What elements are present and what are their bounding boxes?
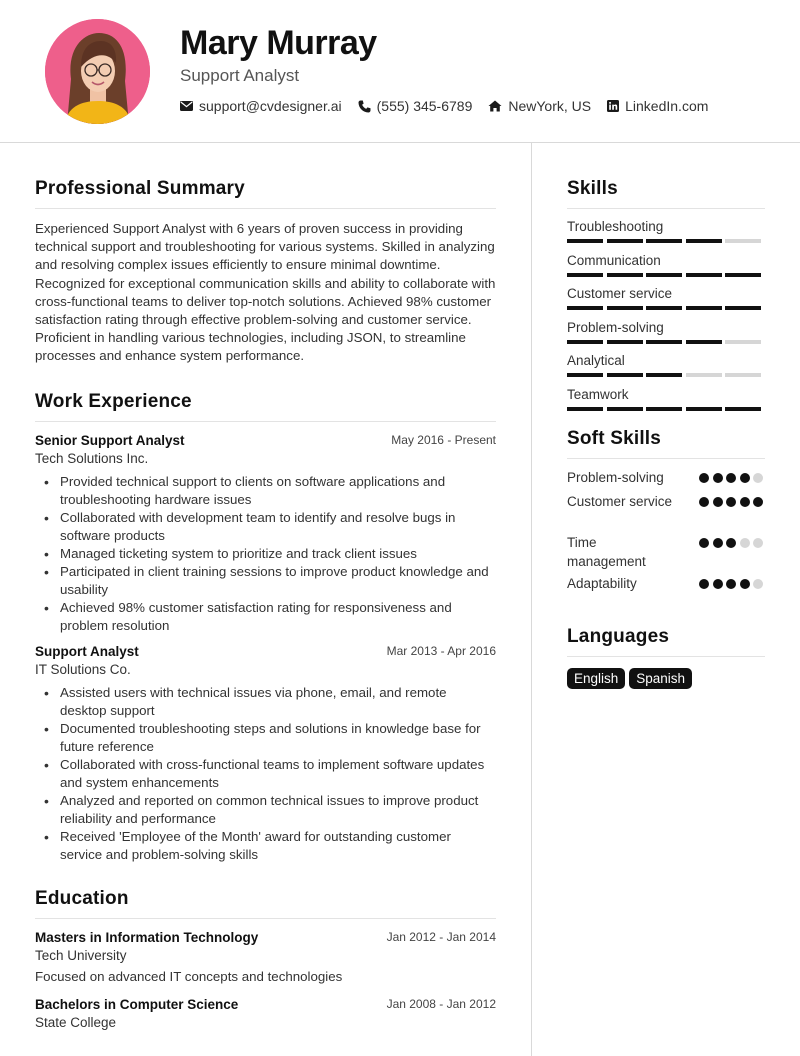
level-segment-filled xyxy=(725,273,761,277)
soft-skill-rating xyxy=(696,497,764,507)
rating-dot-filled xyxy=(740,579,750,589)
list-item: • Assisted users with technical issues via phone, email, and remote desktop support xyxy=(35,684,496,720)
school-name: Tech University xyxy=(35,947,127,963)
skill-level-bar xyxy=(567,306,765,310)
language-tag: English xyxy=(567,668,625,689)
level-segment-filled xyxy=(646,273,682,277)
rating-dot-filled xyxy=(726,579,736,589)
job-title: Senior Support Analyst xyxy=(35,432,185,448)
sidebar-column xyxy=(567,143,765,689)
skill-level-bar xyxy=(567,340,765,344)
soft-skills-list xyxy=(567,468,765,598)
summary-heading: Professional Summary xyxy=(35,178,496,209)
education-entry xyxy=(35,997,496,1030)
list-item: • Analyzed and reported on common technical issues to improve product reliability and performance xyxy=(35,792,496,828)
education-date: Jan 2012 - Jan 2014 xyxy=(386,929,496,944)
skill-level-bar xyxy=(567,407,765,411)
rating-dot-filled xyxy=(713,473,723,483)
soft-skill-name: Customer service xyxy=(567,494,673,509)
location-text: NewYork, US xyxy=(508,98,592,114)
contact-email[interactable] xyxy=(180,98,342,114)
soft-skill-item xyxy=(567,533,765,574)
job-company: Tech Solutions Inc. xyxy=(35,450,149,466)
level-segment-filled xyxy=(686,407,722,411)
rating-dot-filled xyxy=(713,497,723,507)
skill-name: Troubleshooting xyxy=(567,219,664,234)
skill-item xyxy=(567,219,765,253)
list-item: • Collaborated with development team to identify and resolve bugs in software products xyxy=(35,509,496,545)
main-column xyxy=(35,143,496,1030)
rating-dot-filled xyxy=(699,473,709,483)
rating-dot-filled xyxy=(726,497,736,507)
skill-item xyxy=(567,387,765,421)
education-date: Jan 2008 - Jan 2012 xyxy=(386,996,496,1011)
job-entry xyxy=(35,433,496,635)
contact-location xyxy=(488,98,591,114)
level-segment-filled xyxy=(607,340,643,344)
degree-title: Bachelors in Computer Science xyxy=(35,996,239,1012)
soft-skill-item xyxy=(567,468,765,492)
list-item: • Collaborated with cross-functional teams to implement software updates and system enhancements xyxy=(35,756,496,792)
rating-dot-empty xyxy=(753,473,763,483)
rating-dot-filled xyxy=(699,579,709,589)
level-segment-filled xyxy=(607,407,643,411)
degree-title: Masters in Information Technology xyxy=(35,929,259,945)
level-segment-filled xyxy=(686,306,722,310)
level-segment-filled xyxy=(646,373,682,377)
level-segment-empty xyxy=(725,340,761,344)
list-item: • Provided technical support to clients on software applications and troubleshooting hardware issues xyxy=(35,473,496,509)
skill-level-bar xyxy=(567,239,765,243)
soft-skill-item xyxy=(567,492,765,533)
level-segment-empty xyxy=(686,373,722,377)
rating-dot-filled xyxy=(726,473,736,483)
level-segment-filled xyxy=(725,306,761,310)
list-item: • Participated in client training sessions to improve product knowledge and usability xyxy=(35,563,496,599)
contact-phone[interactable] xyxy=(358,98,473,114)
education-section xyxy=(35,888,496,1030)
resume-header xyxy=(0,0,800,143)
level-segment-filled xyxy=(607,373,643,377)
skill-name: Customer service xyxy=(567,286,673,301)
level-segment-filled xyxy=(686,340,722,344)
skill-item xyxy=(567,253,765,287)
education-heading: Education xyxy=(35,888,496,919)
rating-dot-filled xyxy=(699,538,709,548)
skill-level-bar xyxy=(567,373,765,377)
level-segment-filled xyxy=(646,407,682,411)
home-icon xyxy=(488,100,502,112)
skill-level-bar xyxy=(567,273,765,277)
list-item: • Documented troubleshooting steps and solutions in knowledge base for future reference xyxy=(35,720,496,756)
experience-heading: Work Experience xyxy=(35,391,496,422)
phone-text: (555) 345-6789 xyxy=(376,98,473,114)
skills-list xyxy=(567,219,765,420)
job-date: Mar 2013 - Apr 2016 xyxy=(386,643,496,658)
level-segment-filled xyxy=(567,340,603,344)
email-text: support@cvdesigner.ai xyxy=(199,98,342,114)
summary-section xyxy=(35,178,496,366)
level-segment-filled xyxy=(607,306,643,310)
profile-photo xyxy=(45,19,150,124)
rating-dot-filled xyxy=(726,538,736,548)
level-segment-filled xyxy=(725,407,761,411)
rating-dot-filled xyxy=(699,497,709,507)
skills-heading: Skills xyxy=(567,178,765,209)
school-name: State College xyxy=(35,1014,117,1030)
skill-item xyxy=(567,286,765,320)
soft-skills-heading: Soft Skills xyxy=(567,428,765,459)
skill-name: Analytical xyxy=(567,353,625,368)
level-segment-filled xyxy=(646,306,682,310)
soft-skill-rating xyxy=(696,579,764,589)
skill-item xyxy=(567,353,765,387)
level-segment-empty xyxy=(725,373,761,377)
level-segment-filled xyxy=(686,239,722,243)
rating-dot-filled xyxy=(713,538,723,548)
education-description: Focused on advanced IT concepts and technologies xyxy=(35,968,343,984)
column-divider xyxy=(531,143,532,1056)
experience-section xyxy=(35,391,496,864)
level-segment-filled xyxy=(607,273,643,277)
level-segment-filled xyxy=(646,239,682,243)
level-segment-filled xyxy=(607,239,643,243)
soft-skill-name: Time management xyxy=(567,535,646,569)
languages-section xyxy=(567,626,765,689)
rating-dot-filled xyxy=(753,497,763,507)
level-segment-filled xyxy=(567,306,603,310)
language-tags xyxy=(567,668,765,689)
rating-dot-filled xyxy=(740,497,750,507)
job-bullets xyxy=(35,473,496,635)
job-title: Support Analyst xyxy=(35,643,139,659)
languages-heading: Languages xyxy=(567,626,765,657)
rating-dot-empty xyxy=(740,538,750,548)
linkedin-text: LinkedIn.com xyxy=(625,98,709,114)
soft-skills-section xyxy=(567,428,765,598)
level-segment-filled xyxy=(567,273,603,277)
skills-section xyxy=(567,178,765,420)
list-item: • Achieved 98% customer satisfaction rating for responsiveness and problem resolution xyxy=(35,599,496,635)
phone-icon xyxy=(358,100,371,113)
job-bullets xyxy=(35,684,496,864)
summary-text: Experienced Support Analyst with 6 years of proven success in providing technical support and troubleshooting for various systems. Skilled in analyzing and resolving complex issues efficiently to ensure minimal downtime. Recognized for exceptional communication skills and ability to collaborate with cross-functional teams to deliver top-notch solutions. Achieved 98% customer satisfaction rating through effective problem-solving and customer service. Proficient in handling various technologies, including JSON, to streamline processes and enhance system performance. xyxy=(35,221,496,364)
contact-linkedin[interactable] xyxy=(607,98,708,114)
skill-name: Teamwork xyxy=(567,386,629,402)
candidate-role: Support Analyst xyxy=(180,66,300,85)
level-segment-filled xyxy=(646,340,682,344)
level-segment-empty xyxy=(725,239,761,243)
contact-bar xyxy=(180,98,724,114)
linkedin-icon xyxy=(607,100,619,112)
soft-skill-name: Problem-solving xyxy=(567,470,664,485)
skill-name: Communication xyxy=(567,252,661,268)
level-segment-filled xyxy=(567,407,603,411)
rating-dot-filled xyxy=(713,579,723,589)
soft-skill-item xyxy=(567,574,765,598)
level-segment-filled xyxy=(686,273,722,277)
soft-skill-rating xyxy=(696,473,764,483)
job-entry xyxy=(35,644,496,864)
envelope-icon xyxy=(180,101,193,111)
soft-skill-rating xyxy=(696,538,764,548)
language-tag: Spanish xyxy=(629,668,692,689)
list-item: • Managed ticketing system to prioritize and track client issues xyxy=(35,545,496,563)
level-segment-filled xyxy=(567,373,603,377)
job-date: May 2016 - Present xyxy=(391,432,496,447)
education-entry xyxy=(35,930,496,984)
list-item: • Received 'Employee of the Month' award for outstanding customer service and problem-solving skills xyxy=(35,828,496,864)
job-company: IT Solutions Co. xyxy=(35,661,131,677)
rating-dot-empty xyxy=(753,579,763,589)
skill-item xyxy=(567,320,765,354)
candidate-name: Mary Murray xyxy=(180,24,377,62)
rating-dot-filled xyxy=(740,473,750,483)
soft-skill-name: Adaptability xyxy=(567,576,637,591)
level-segment-filled xyxy=(567,239,603,243)
skill-name: Problem-solving xyxy=(567,319,664,335)
rating-dot-empty xyxy=(753,538,763,548)
